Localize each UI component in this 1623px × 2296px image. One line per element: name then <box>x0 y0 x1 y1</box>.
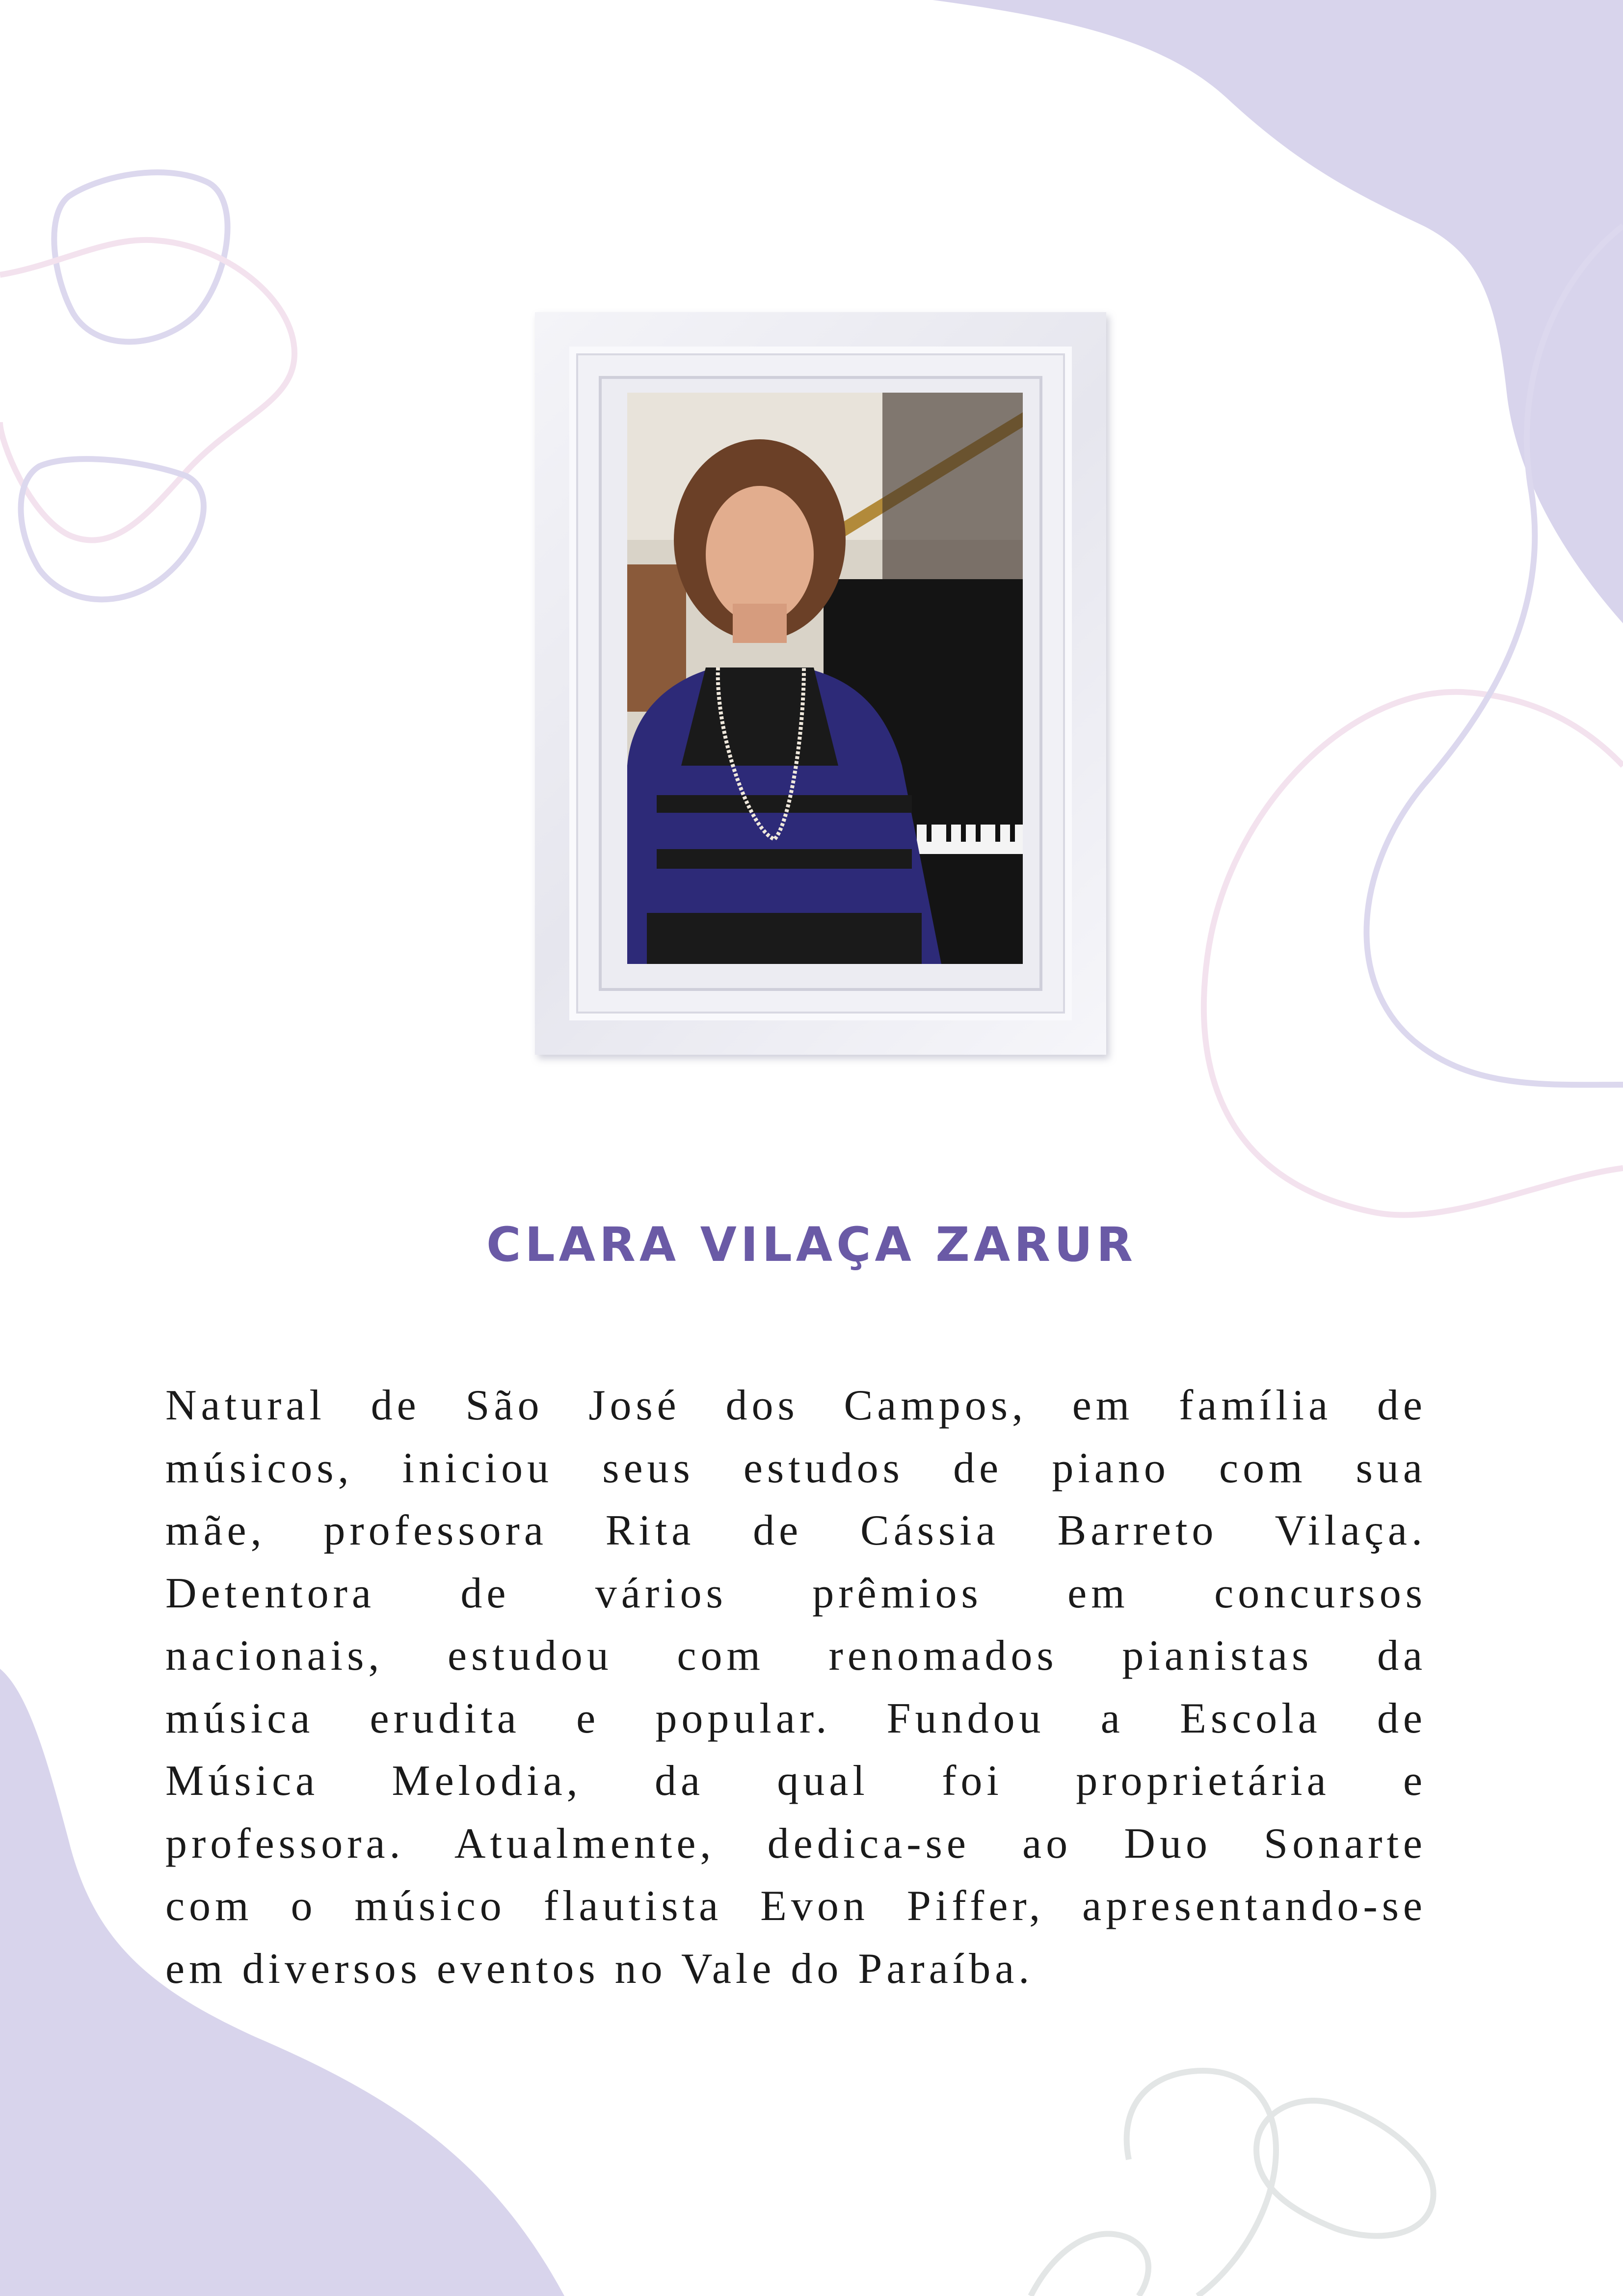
bio-line: Detentora de vários prêmios em concursos <box>165 1569 1427 1617</box>
bio-line: professora. Atualmente, dedica-se ao Duo Sonarte <box>165 1819 1427 1868</box>
top-left-pink-squiggle <box>0 240 294 540</box>
bio-line: nacionais, estudou com renomados pianistas da <box>165 1632 1427 1680</box>
bio-line: músicos, iniciou seus estudos de piano com sua <box>165 1444 1427 1492</box>
bio-line: Natural de São José dos Campos, em família de <box>165 1382 1427 1429</box>
bio-line: mãe, professora Rita de Cássia Barreto Vilaça. <box>165 1507 1427 1554</box>
top-left-squiggle <box>54 172 227 342</box>
bio-line: em diversos eventos no Vale do Paraíba. <box>165 1945 1034 1993</box>
bio-line: Música Melodia, da qual foi proprietária e <box>165 1757 1427 1805</box>
bottom-right-gray-squiggle-2 <box>1256 2101 1434 2236</box>
portrait-photo <box>627 393 1023 964</box>
right-pink-squiggle <box>1204 692 1623 1215</box>
bio-line: com o músico flautista Evon Piffer, apresentando-se <box>165 1882 1427 1930</box>
bio-line: música erudita e popular. Fundou a Escola de <box>165 1694 1427 1742</box>
biography-text <box>165 1374 1427 2000</box>
person-name-heading: CLARA VILAÇA ZARUR <box>486 1217 1137 1272</box>
bottom-right-gray-squiggle-3 <box>1031 2234 1148 2296</box>
